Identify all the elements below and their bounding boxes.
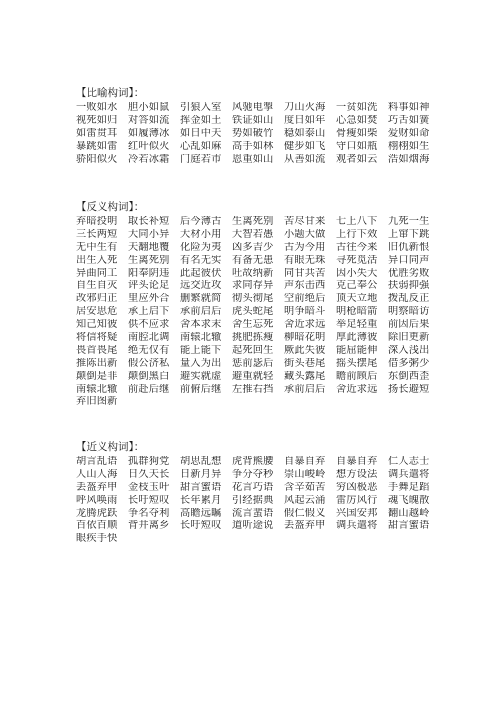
idiom-item: 高瞻远瞩 [180,507,222,519]
idiom-item: 从善如流 [284,153,326,165]
idiom-item: 优胜劣败 [388,267,430,279]
idiom-item: 恩重如山 [232,153,274,165]
idiom-item: 视死如归 [76,114,118,126]
idiom-item: 承前启后 [180,306,222,318]
idiom-item: 大同小异 [128,228,170,240]
idiom-item: 自生自灭 [76,280,118,292]
idiom-item: 稳如泰山 [284,127,326,139]
idiom-item: 旧仇新恨 [388,241,430,253]
idiom-item: 远交近攻 [180,280,222,292]
idiom-item: 承上启下 [128,306,170,318]
idiom-item: 健步如飞 [284,140,326,152]
idiom-item: 小题大做 [284,228,326,240]
idiom-item: 异曲同工 [76,267,118,279]
idiom-item: 里应外合 [128,293,170,305]
idiom-item: 拨乱反正 [388,293,430,305]
idiom-item: 浩如烟海 [388,153,430,165]
section-title-antonym: 【反义构词】： [76,201,145,213]
idiom-item: 丢盔弃甲 [284,520,326,532]
idiom-item: 引狼入室 [180,102,222,113]
idiom-item: 呼风唤雨 [76,494,118,506]
idiom-item: 明察暗访 [388,306,430,318]
idiom-item: 瞻前顾后 [336,370,378,382]
idiom-item: 虎头蛇尾 [232,306,274,318]
idiom-item: 量入为出 [180,357,222,369]
idiom-item: 寻死觅活 [336,254,378,266]
idiom-item: 大材小用 [180,228,222,240]
idiom-item: 古为今用 [284,241,326,253]
idiom-item: 无中生有 [76,241,118,253]
idiom-item: 刀山火海 [284,102,326,113]
idiom-item: 含辛茹苦 [284,481,326,493]
idiom-item: 能屈能伸 [336,344,378,356]
idiom-grid-antonym [76,216,476,409]
idiom-item: 假仁假义 [284,507,326,519]
idiom-item: 背井离乡 [128,520,170,532]
idiom-item: 有备无患 [232,254,274,266]
idiom-item: 改邪归正 [76,293,118,305]
idiom-item: 孤群狗党 [128,456,170,467]
idiom-item: 凶多吉少 [232,241,274,253]
idiom-item: 守口如瓶 [336,140,378,152]
idiom-item: 料事如神 [388,102,430,113]
idiom-item: 冷若冰霜 [128,153,170,165]
idiom-item: 九死一生 [388,216,430,227]
idiom-item: 天翻地覆 [128,241,170,253]
idiom-item: 引经据典 [232,494,274,506]
idiom-item: 厥此失彼 [284,344,326,356]
idiom-item: 高手如林 [232,140,274,152]
idiom-item: 如日中天 [180,127,222,139]
idiom-item: 长吁短叹 [180,520,222,532]
idiom-item: 翻山越岭 [388,507,430,519]
idiom-item: 兴国安邦 [336,507,378,519]
idiom-item: 南辕北辙 [76,383,118,395]
idiom-item: 评头论足 [128,280,170,292]
idiom-item: 虎背熊腰 [232,456,274,467]
section-synonym [76,440,476,546]
idiom-item: 争名夺利 [128,507,170,519]
idiom-item: 前俯后继 [180,383,222,395]
idiom-item: 百依百顺 [76,520,118,532]
idiom-item: 对答如流 [128,114,170,126]
idiom-item: 彻头彻尾 [232,293,274,305]
idiom-item: 藏头露尾 [284,370,326,382]
idiom-item: 争分夺秒 [232,468,274,480]
idiom-item: 如雷贯耳 [76,127,118,139]
idiom-item: 长吁短叹 [128,494,170,506]
idiom-item: 甜言蜜语 [388,520,430,532]
section-title-metaphor: 【比喻构词】： [76,87,145,99]
idiom-item: 舍生忘死 [232,319,274,331]
idiom-item: 阳奉阴违 [128,267,170,279]
idiom-item: 一贫如洗 [336,102,378,113]
idiom-item: 胡思乱想 [180,456,222,467]
idiom-item: 人山人海 [76,468,118,480]
idiom-item: 挑肥拣瘦 [232,332,274,344]
idiom-item: 同甘共苦 [284,267,326,279]
idiom-item: 道听途说 [232,520,274,532]
idiom-item: 甜言蜜语 [180,481,222,493]
idiom-grid-metaphor [76,102,476,166]
idiom-item: 心急如焚 [336,114,378,126]
idiom-item: 风起云涌 [284,494,326,506]
idiom-item: 眼疾手快 [76,533,118,545]
idiom-item: 有名无实 [180,254,222,266]
idiom-item: 仁人志士 [388,456,430,467]
idiom-item: 调兵遣将 [336,520,378,532]
idiom-item: 巧舌如簧 [388,114,430,126]
idiom-item: 扬长避短 [388,383,430,395]
idiom-item: 骨瘦如柴 [336,127,378,139]
idiom-item: 举足轻重 [336,319,378,331]
idiom-item: 上行下效 [336,228,378,240]
idiom-item: 挥金如土 [180,114,222,126]
idiom-item: 起死回生 [232,344,274,356]
idiom-item: 前因后果 [388,319,430,331]
idiom-item: 明枪暗箭 [336,306,378,318]
idiom-item: 深入浅出 [388,344,430,356]
idiom-item: 风驰电掣 [232,102,274,113]
idiom-item: 栩栩如生 [388,140,430,152]
idiom-item: 长年累月 [180,494,222,506]
idiom-item: 东倒西歪 [388,370,430,382]
idiom-item: 前赴后继 [128,383,170,395]
idiom-item: 南辕北辙 [180,332,222,344]
idiom-item: 顶天立地 [336,293,378,305]
idiom-item: 大智若愚 [232,228,274,240]
idiom-item: 暴跳如雷 [76,140,118,152]
idiom-grid-synonym [76,456,476,546]
idiom-item: 知己知彼 [76,319,118,331]
idiom-item: 供不应求 [128,319,170,331]
idiom-item: 吐故纳新 [232,267,274,279]
idiom-item: 明争暗斗 [284,306,326,318]
idiom-item: 穷凶极恶 [336,481,378,493]
idiom-item: 自暴自弃 [336,456,378,467]
idiom-item: 除旧更新 [388,332,430,344]
idiom-item: 摇头摆尾 [336,357,378,369]
section-title-synonym: 【近义构词】： [76,441,145,453]
idiom-item: 日久天长 [128,468,170,480]
idiom-item: 弃旧图新 [76,396,118,408]
idiom-item: 南腔北调 [128,332,170,344]
idiom-item: 取长补短 [128,216,170,227]
idiom-item: 骄阳似火 [76,153,118,165]
idiom-item: 化险为夷 [180,241,222,253]
idiom-item: 畏首畏尾 [76,344,118,356]
idiom-item: 魂飞魄散 [388,494,430,506]
section-metaphor [76,86,476,166]
idiom-item: 日新月异 [180,468,222,480]
idiom-item: 苦尽甘来 [284,216,326,227]
idiom-item: 有眼无珠 [284,254,326,266]
idiom-item: 红叶似火 [128,140,170,152]
idiom-item: 舍近求远 [284,319,326,331]
idiom-item: 丢盔弃甲 [76,481,118,493]
idiom-item: 空前绝后 [284,293,326,305]
idiom-item: 将信将疑 [76,332,118,344]
idiom-item: 出生入死 [76,254,118,266]
idiom-item: 三长两短 [76,228,118,240]
idiom-item: 想方设法 [336,468,378,480]
idiom-item: 七上八下 [336,216,378,227]
idiom-item: 雷厉风行 [336,494,378,506]
idiom-item: 异口同声 [388,254,430,266]
idiom-item: 胡言乱语 [76,456,118,467]
idiom-item: 左推右挡 [232,383,274,395]
idiom-item: 避实就虚 [180,370,222,382]
idiom-item: 铁证如山 [232,114,274,126]
idiom-item: 居安思危 [76,306,118,318]
idiom-item: 门庭若市 [180,153,222,165]
idiom-item: 声东击西 [284,280,326,292]
idiom-item: 柳暗花明 [284,332,326,344]
idiom-item: 龙腾虎跃 [76,507,118,519]
idiom-item: 删繁就简 [180,293,222,305]
idiom-item: 上窜下跳 [388,228,430,240]
idiom-item: 绝无仅有 [128,344,170,356]
idiom-item: 崇山峻岭 [284,468,326,480]
idiom-item: 如履薄冰 [128,127,170,139]
idiom-item: 胆小如鼠 [128,102,170,113]
idiom-item: 流言蜚语 [232,507,274,519]
idiom-item: 花言巧语 [232,481,274,493]
idiom-item: 能上能下 [180,344,222,356]
idiom-item: 古往今来 [336,241,378,253]
idiom-item: 度日如年 [284,114,326,126]
idiom-item: 街头巷尾 [284,357,326,369]
idiom-item: 弃暗投明 [76,216,118,227]
idiom-item: 生离死别 [128,254,170,266]
idiom-item: 借多粥少 [388,357,430,369]
idiom-item: 势如破竹 [232,127,274,139]
idiom-item: 金枝玉叶 [128,481,170,493]
idiom-item: 颠倒黑白 [128,370,170,382]
idiom-item: 求同存异 [232,280,274,292]
idiom-item: 假公济私 [128,357,170,369]
idiom-item: 一败如水 [76,102,118,113]
idiom-item: 后今薄古 [180,216,222,227]
section-antonym [76,200,476,409]
idiom-item: 承前启后 [284,383,326,395]
idiom-item: 颠倒是非 [76,370,118,382]
idiom-item: 自暴自弃 [284,456,326,467]
idiom-item: 推陈出新 [76,357,118,369]
idiom-item: 扶弱抑强 [388,280,430,292]
idiom-item: 心乱如麻 [180,140,222,152]
idiom-item: 克己奉公 [336,280,378,292]
idiom-item: 生离死别 [232,216,274,227]
idiom-item: 调兵遣将 [388,468,430,480]
idiom-item: 观者如云 [336,153,378,165]
idiom-item: 避重就轻 [232,370,274,382]
idiom-item: 舍本求末 [180,319,222,331]
idiom-item: 手舞足蹈 [388,481,430,493]
idiom-item: 因小失大 [336,267,378,279]
idiom-item: 惩前毖后 [232,357,274,369]
idiom-item: 爱财如命 [388,127,430,139]
idiom-item: 此起彼伏 [180,267,222,279]
idiom-item: 厚此薄彼 [336,332,378,344]
idiom-item: 舍近求远 [336,383,378,395]
